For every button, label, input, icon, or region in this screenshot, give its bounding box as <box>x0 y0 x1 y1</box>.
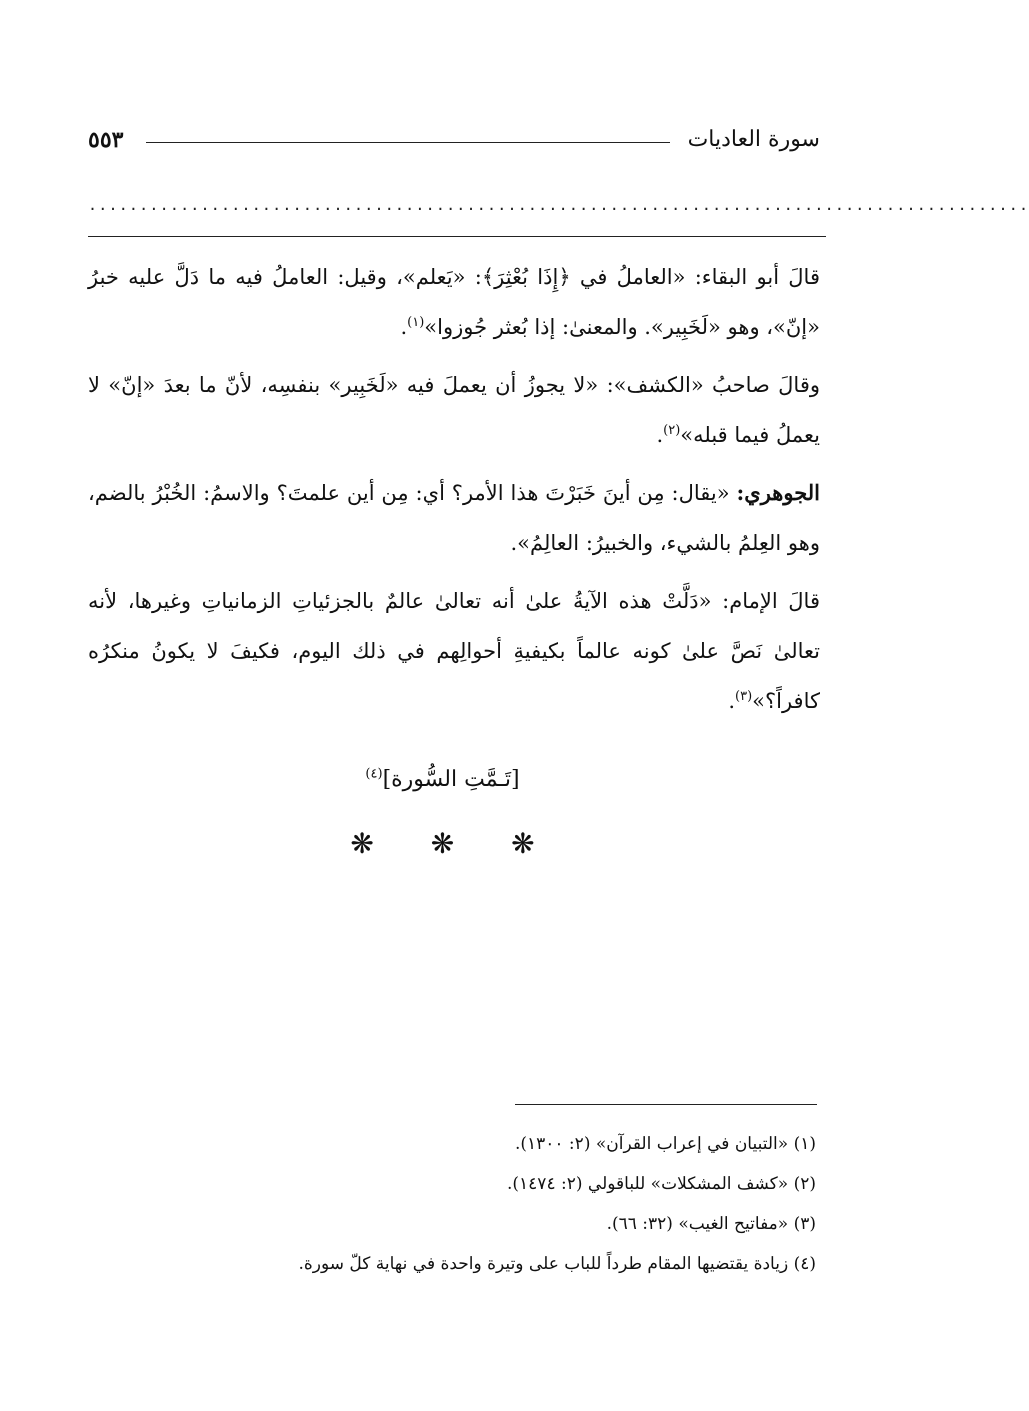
footnote-item: (١) «التبيان في إعراب القرآن» (٢: ١٣٠٠). <box>514 1134 816 1154</box>
surah-title: سورة العاديات <box>687 127 820 152</box>
surah-end-note <box>0 760 885 800</box>
paragraph-lead: الجوهري: <box>736 480 820 505</box>
paragraph-jawhari <box>88 468 820 568</box>
footnote-item: (٢) «كشف المشكلات» للباقولي (٢: ١٤٧٤). <box>507 1174 816 1194</box>
dotted-separator: ............................................................................................ <box>88 196 1029 214</box>
star-ornament-icon: ❋ <box>430 827 455 860</box>
paragraph-imam: قالَ الإمام: «دَلَّتْ هذه الآيةُ علىٰ أنه تعالىٰ عالمٌ بالجزئياتِ الزمانياتِ وغيرها، لأنه تعالىٰ نَصَّ علىٰ كونه عالماً بكيفيةِ أحوالِهم في ذلك اليوم، فكيفَ لا يكونُ منكرُه كافراً؟»$^{(٣)}$. <box>88 589 820 713</box>
paragraph-kashf: وقالَ صاحبُ «الكشف»: «لا يجوزُ أن يعملَ فيه «لَخَبِير» بنفسِه، لأنّ ما بعدَ «إنّ» لا يعملُ فيما قبله»$^{(٢)}$. <box>88 373 820 447</box>
footnote-item: (٤) زيادة يقتضيها المقام طرداً للباب على وتيرة واحدة في نهاية كلّ سورة. <box>298 1254 816 1274</box>
footnote-ref: (٢) <box>663 423 681 438</box>
paragraph-text: «يقال: مِن أينَ خَبَرْتَ هذا الأمر؟ أي: مِن أين علمتَ؟ والاسمُ: الخُبْرُ بالضم، وهو العِلمُ بالشيء، والخبيرُ: العالِمُ». <box>88 481 820 555</box>
top-rule <box>88 236 826 237</box>
footnote-rule <box>515 1104 817 1105</box>
page-number: ٥٥٣ <box>88 127 124 153</box>
header-rule <box>146 142 670 143</box>
footnote-item: (٣) «مفاتيح الغيب» (٣٢: ٦٦). <box>606 1214 816 1234</box>
footnote-ref: (٣) <box>735 689 753 704</box>
closing-text: [تَـمَّتِ السُّورة] <box>382 767 520 792</box>
star-ornament-icon: ❋ <box>350 827 374 860</box>
body-text <box>88 252 820 734</box>
footnote-ref: (١) <box>407 315 425 330</box>
footnotes <box>88 1124 816 1284</box>
paragraph-text: وقالَ صاحبُ «الكشف»: «لا يجوزُ أن يعملَ فيه «لَخَبِير» بنفسِه، لأنّ ما بعدَ «إنّ» لا يعملُ فيما قبله» <box>88 373 820 447</box>
paragraph-abu-albaqa: قالَ أبو البقاء: «العاملُ في ﴿إِذَا بُعْثِرَ﴾: «يَعلم»، وقيل: العاملُ فيه ما دَلَّ عليه خبرُ «إنّ»، وهو «لَخَبِير». والمعنىٰ: إذا بُعثر جُوزوا»$^{(١)}$. <box>88 265 820 339</box>
paragraph-text: قالَ أبو البقاء: «العاملُ في ﴿إِذَا بُعْثِرَ﴾: «يَعلم»، وقيل: العاملُ فيه ما دَلَّ عليه خبرُ «إنّ»، وهو «لَخَبِير». والمعنىٰ: إذا بُعثر جُوزوا» <box>88 265 820 339</box>
paragraph-text: قالَ الإمام: «دَلَّتْ هذه الآيةُ علىٰ أنه تعالىٰ عالمٌ بالجزئياتِ الزمانياتِ وغيرها، لأنه تعالىٰ نَصَّ علىٰ كونه عالماً بكيفيةِ أحوالِهم في ذلك اليوم، فكيفَ لا يكونُ منكرُه كافراً؟» <box>88 589 820 713</box>
ornament-stars <box>0 826 885 862</box>
footnote-ref: (٤) <box>365 766 383 782</box>
running-header <box>88 120 820 160</box>
star-ornament-icon: ❋ <box>511 827 535 860</box>
